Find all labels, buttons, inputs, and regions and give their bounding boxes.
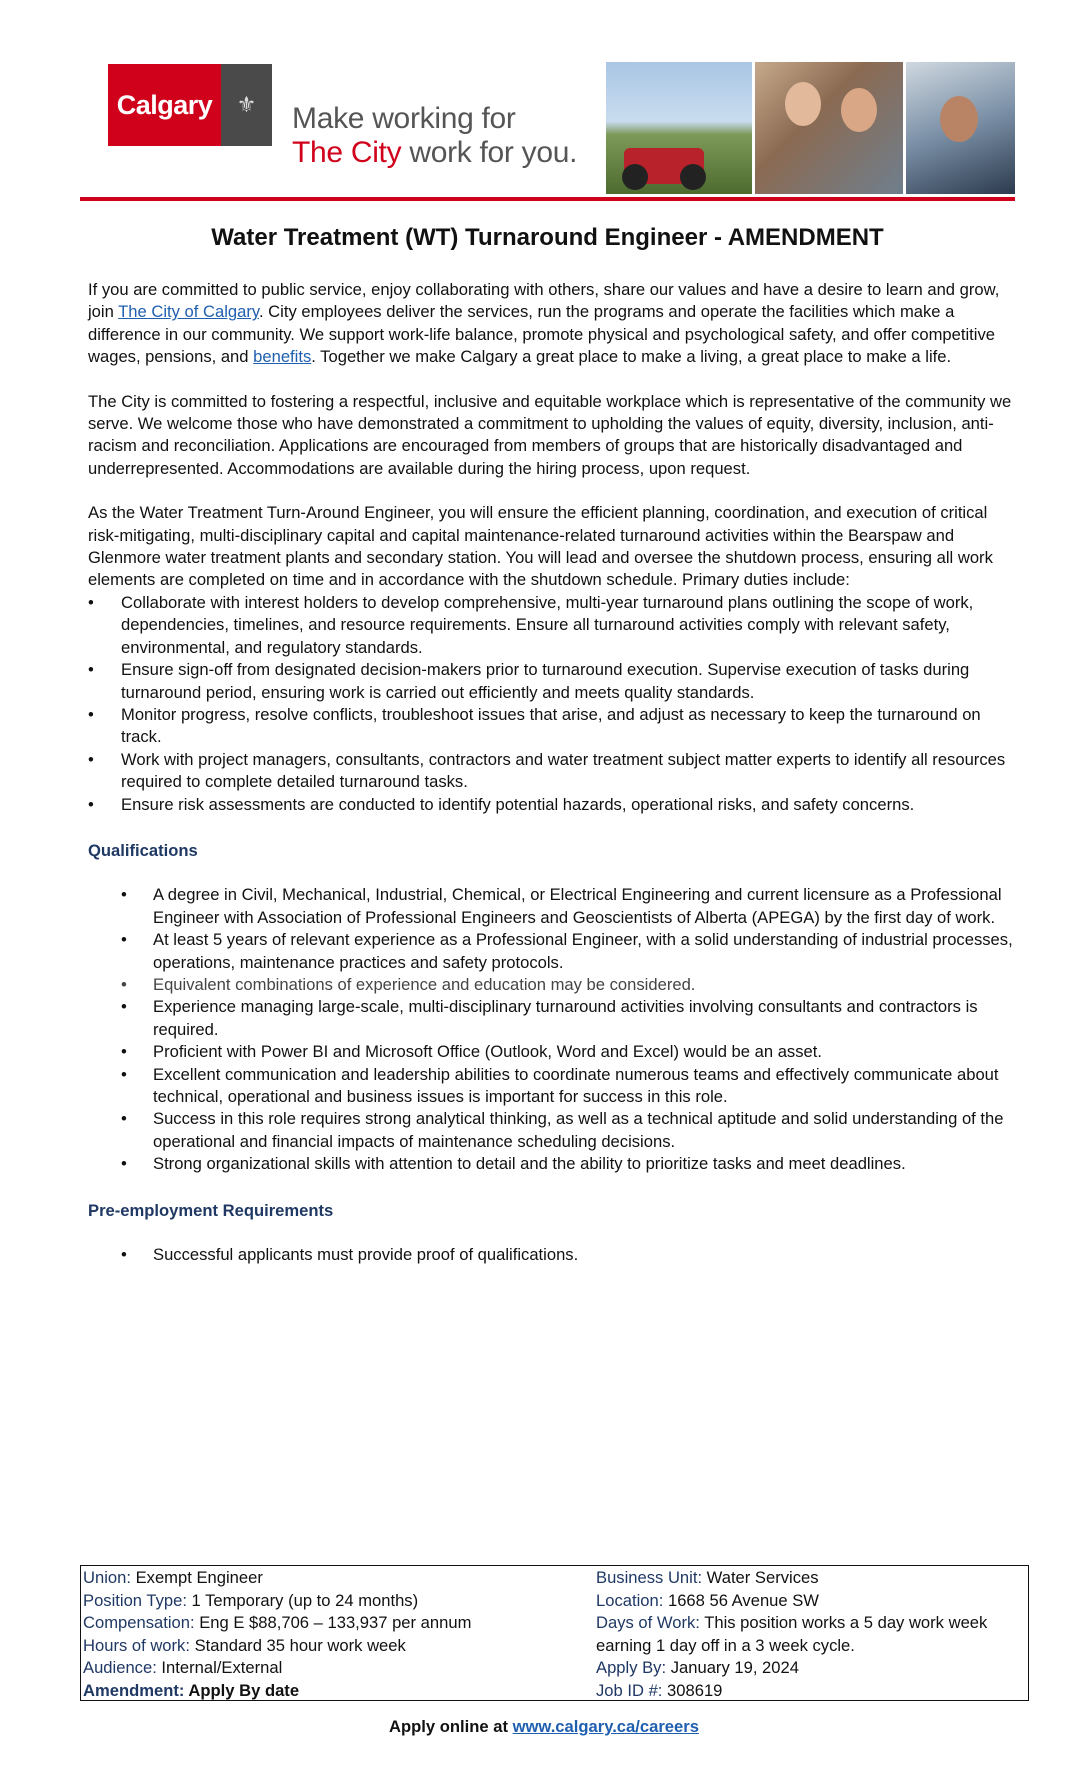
posting-body [88,279,1018,1266]
tagline-line1: Make working for [292,102,516,135]
list-item: • Collaborate with interest holders to develop comprehensive, multi-year turnaround plans outlining the scope of work, dependencies, timelines, and resource requirements. Ensure all turnaround activities comply with relevant safety, environmental, and regulatory standards. [88,592,1018,659]
union-row: Union: Exempt Engineer [83,1568,263,1587]
list-item: • Ensure sign-off from designated decision-makers prior to turnaround execution. Supervise execution of tasks during turnaround period, ensuring work is carried out efficiently and meets quality standards. [88,659,1018,704]
job-id-row: Job ID #: 308619 [596,1680,723,1700]
header-photos [606,62,1015,194]
tagline [292,102,577,170]
tagline-rest: work for you. [401,136,578,169]
photo-mower [606,62,752,194]
list-item: • Monitor progress, resolve conflicts, troubleshoot issues that arise, and adjust as necessary to keep the turnaround on track. [88,704,1018,749]
benefits-link[interactable]: benefits [253,347,312,367]
qualifications-list [88,884,1018,1175]
list-item: • Experience managing large-scale, multi-disciplinary turnaround activities involving consultants and contractors is required. [88,996,1018,1041]
business-unit-row: Business Unit: Water Services [596,1568,819,1587]
qualifications-heading: Qualifications [88,840,198,860]
apply-online: Apply online at www.calgary.ca/careers [389,1717,699,1736]
list-item: • Excellent communication and leadership abilities to coordinate numerous teams and effectively communicate about technical, operational and business issues is important for success in this role. [88,1064,1018,1109]
calgary-logo [108,64,272,146]
compensation-row: Compensation: Eng E $88,706 – 133,937 per annum [83,1613,472,1632]
header-banner [80,62,1015,202]
days-of-work-row: Days of Work: This position works a 5 day work week earning 1 day off in a 3 week cycle. [596,1613,988,1655]
list-item: • Work with project managers, consultants, contractors and water treatment subject matter experts to identify all resources required to complete detailed turnaround tasks. [88,749,1018,794]
page-title: Water Treatment (WT) Turnaround Engineer - AMENDMENT [211,224,884,251]
crest-icon: ⚜ [221,64,272,146]
location-row: Location: 1668 56 Avenue SW [596,1590,819,1610]
job-details-right [596,1567,1021,1702]
amendment-row: Amendment: Apply By date [83,1680,300,1700]
list-item: • Successful applicants must provide proof of qualifications. [88,1244,1018,1266]
hours-row: Hours of work: Standard 35 hour work week [83,1635,406,1655]
intro-paragraph-1: If you are committed to public service, enjoy collaborating with others, share our values and have a desire to learn and grow, join The City of Calgary. City employees deliver the services, run the programs and operate the facilities which make a difference in our community. We support work-life balance, promote physical and psychological safety, and offer competitive wages, pensions, and benefits. Together we make Calgary a great place to make a living, a great place to make a life. [88,280,1000,367]
job-details-left [83,1567,583,1702]
duties-list [88,592,1018,816]
tagline-red: The City [292,136,402,169]
preemployment-heading: Pre-employment Requirements [88,1200,334,1220]
list-item: • At least 5 years of relevant experience as a Professional Engineer, with a solid understanding of industrial processes, operations, maintenance practices and safety protocols. [88,929,1018,974]
list-item: • Equivalent combinations of experience and education may be considered. [88,974,1018,996]
job-details-box [80,1565,1029,1701]
photo-transit-operator [906,62,1015,194]
list-item: • Strong organizational skills with attention to detail and the ability to prioritize tasks and meet deadlines. [88,1153,1018,1175]
audience-row: Audience: Internal/External [83,1658,283,1677]
intro-paragraph-3: As the Water Treatment Turn-Around Engineer, you will ensure the efficient planning, coordination, and execution of critical risk-mitigating, multi-disciplinary capital and capital maintenance-related turnaround activities within the Bearspaw and Glenmore water treatment plants and secondary station. You will lead and oversee the shutdown process, ensuring all work elements are completed on time and in accordance with the shutdown schedule. Primary duties include: [88,503,993,590]
position-type-row: Position Type: 1 Temporary (up to 24 months) [83,1590,419,1610]
list-item: • A degree in Civil, Mechanical, Industrial, Chemical, or Electrical Engineering and current licensure as a Professional Engineer with Association of Professional Engineers and Geoscientists of Alberta (APEGA) by the first day of work. [88,884,1018,929]
header-divider [80,197,1015,201]
city-of-calgary-link[interactable]: The City of Calgary [118,302,259,322]
careers-link[interactable]: www.calgary.ca/careers [512,1717,699,1736]
logo-wordmark: Calgary [116,89,213,120]
intro-paragraph-2: The City is committed to fostering a respectful, inclusive and equitable workplace which is representative of the community we serve. We welcome those who have demonstrated a commitment to upholding the values of equity, diversity, inclusion, anti-racism and reconciliation. Applications are encouraged from members of groups that are historically disadvantaged and underrepresented. Accommodations are available during the hiring process, upon request. [88,391,1012,478]
tagline-line2 [292,136,577,170]
list-item: • Proficient with Power BI and Microsoft Office (Outlook, Word and Excel) would be an asset. [88,1041,1018,1063]
apply-by-row: Apply By: January 19, 2024 [596,1658,799,1677]
list-item: • Success in this role requires strong analytical thinking, as well as a technical aptitude and solid understanding of the operational and financial impacts of maintenance scheduling decisions. [88,1108,1018,1153]
preemployment-list [88,1244,1018,1266]
list-item: • Ensure risk assessments are conducted to identify potential hazards, operational risks, and safety concerns. [88,794,1018,816]
photo-workers [755,62,903,194]
